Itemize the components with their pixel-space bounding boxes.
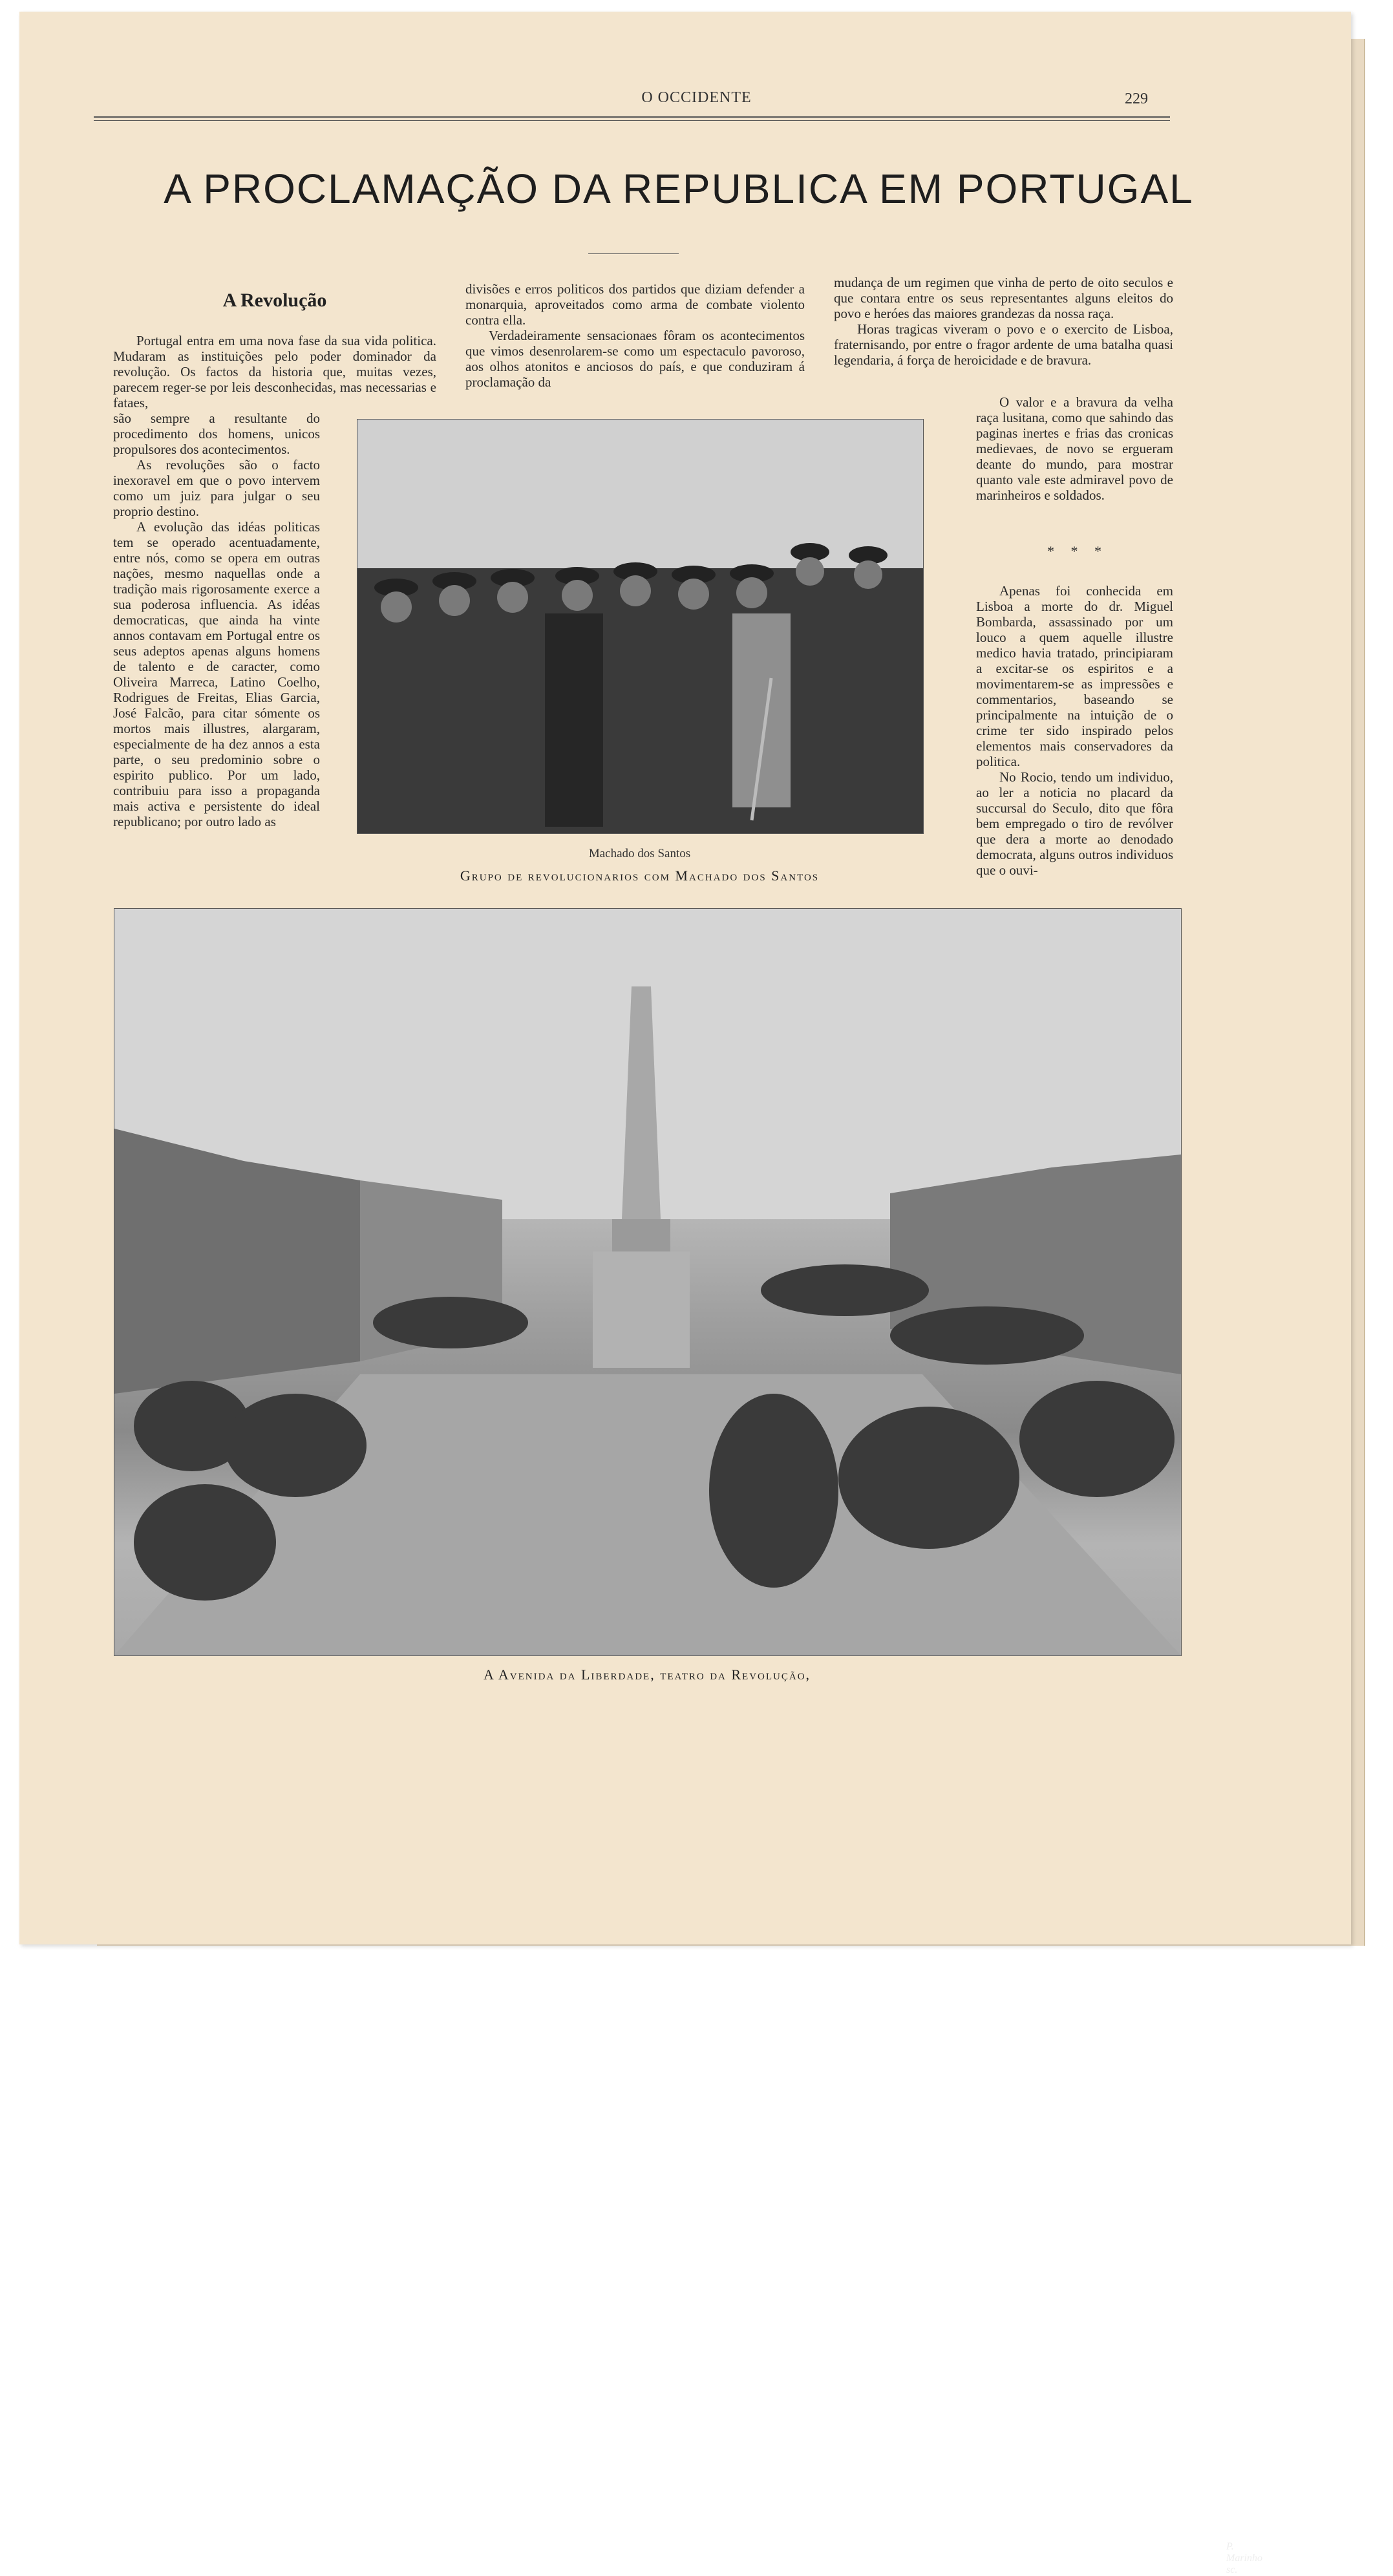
paragraph: mudança de um regimen que vinha de perto de oito seculos e que contara entre os seus representantes alguns eleitos do povo e heróes das maiores grandezas da nossa raça. <box>834 275 1173 321</box>
column-3-narrow-bottom <box>976 583 1173 878</box>
paragraph: Apenas foi conhecida em Lisboa a morte do dr. Miguel Bombarda, assassinado por um louco a quem aquelle illustre medico havia tratado, principiaram a excitar-se os espiritos e a movimentarem-se as impressões e commentarios, baseando se principalmente na intuição de o crime ter sido inspirado pelos elementos mais conservadores da politica. <box>976 583 1173 769</box>
column-3 <box>834 275 1173 368</box>
headline: A PROCLAMAÇÃO DA REPUBLICA EM PORTUGAL <box>164 165 1194 212</box>
journal-title: O OCCIDENTE <box>641 89 752 106</box>
photo-label: Machado dos Santos <box>588 847 691 860</box>
paragraph: O valor e a bravura da velha raça lusitana, como que sahindo das paginas inertes e frias das cronicas medievaes, de novo se ergueram deante do mundo, para mostrar quanto vale este admiravel povo de marinheiros e soldados. <box>976 394 1173 503</box>
header-rule-thin <box>94 120 1170 121</box>
photo-revolutionaries <box>357 419 924 834</box>
paragraph: Horas tragicas viveram o povo e o exercito de Lisboa, fraternisando, por entre o fragor ardente de uma batalha quasi legendaria, á força de heroicidade e de bravura. <box>834 321 1173 368</box>
header-rule <box>94 116 1170 118</box>
photo-caption: Grupo de revolucionarios com Machado dos Santos <box>460 868 820 884</box>
photo-caption: A Avenida da Liberdade, teatro da Revolução, <box>483 1666 811 1683</box>
paragraph: No Rocio, tendo um individuo, ao ler a noticia no placard da succursal do Seculo, dito que fôra bem empregado o tiro de revólver que dera a morte ao denodado democrata, alguns outros individuos que o ouvi- <box>976 769 1173 878</box>
paragraph: Portugal entra em uma nova fase da sua vida politica. Mudaram as instituições pelo poder dominador da revolução. Os factos da historia que, muitas vezes, parecem reger-se por leis desconhecidas, mas necessarias e fataes, <box>113 333 436 410</box>
paragraph: As revoluções são o facto inexoravel em que o povo intervem como um juiz para julgar o seu proprio destino. <box>113 457 320 519</box>
page-number: 229 <box>1125 90 1148 107</box>
column-1-narrow <box>113 410 320 829</box>
paragraph: são sempre a resultante do procedimento dos homens, unicos propulsores dos acontecimentos. <box>113 410 320 457</box>
paragraph: divisões e erros politicos dos partidos que diziam defender a monarquia, aproveitados como arma de combate violento contra ella. <box>465 281 805 328</box>
paragraph: A evolução das idéas politicas tem se operado acentuadamente, entre nós, como se opera em outras nações, mesmo naquellas onde a tradição mais rigorosamente exerce a sua poderosa influencia. As idéas democraticas, que ainda ha vinte annos contavam em Portugal entre os seus adeptos apenas alguns homens de talento e de caracter, como Oliveira Marreca, Latino Coelho, Rodrigues de Freitas, Elias Garcia, José Falcão, para citar sómente os mortos mais illustres, alargaram, especialmente de ha dez annos a esta parte, o seu predominio sobre o espirito publico. Por um lado, contribuiu para isso a propaganda mais activa e persistente do ideal republicano; por outro lado as <box>113 519 320 829</box>
paragraph: Verdadeiramente sensacionaes fôram os acontecimentos que vimos desenrolarem-se como um espectaculo pavoroso, aos olhos atonitos e anciosos do país, e que conduziram á proclamação da <box>465 328 805 390</box>
section-title: A Revolução <box>222 290 327 311</box>
column-3-narrow-top <box>976 394 1173 503</box>
engraver-signature: P. Marinho sc. <box>1226 2541 1262 2575</box>
headline-divider <box>588 253 679 254</box>
separator-stars: * * * <box>1047 543 1108 559</box>
column-2 <box>465 281 805 390</box>
